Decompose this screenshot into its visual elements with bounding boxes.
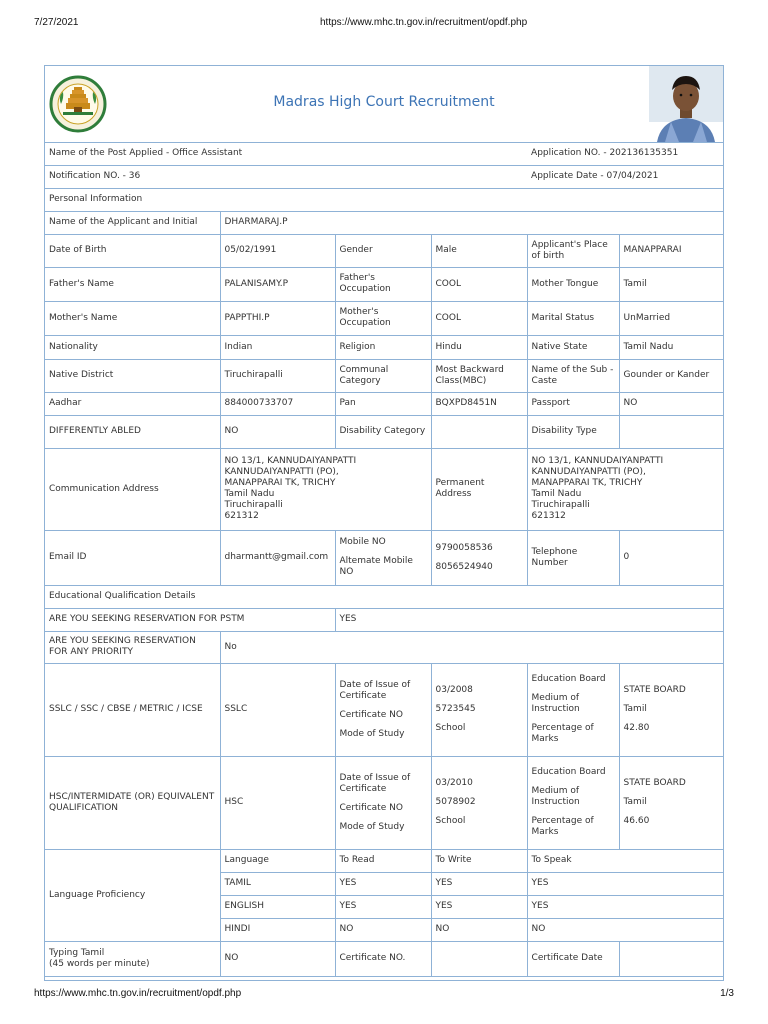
write-col-header: To Write [431, 849, 527, 872]
diff-abled-label: DIFFERENTLY ABLED [45, 415, 220, 448]
section-personal: Personal Information [45, 188, 724, 211]
typing-cert-no-label: Certificate NO. [335, 941, 431, 976]
name-label: Name of the Applicant and Initial [45, 211, 220, 234]
language-write: YES [431, 872, 527, 895]
page-number: 1/3 [720, 988, 734, 999]
typing-cert-date-value [619, 941, 724, 976]
typing-value: NO [220, 941, 335, 976]
applicate-date: Applicate Date - 07/04/2021 [527, 165, 724, 188]
form-table [45, 142, 724, 977]
typing-row [45, 941, 724, 976]
notification-row [45, 165, 724, 188]
subcaste-label: Name of the Sub - Caste [527, 359, 619, 392]
read-col-header: To Read [335, 849, 431, 872]
disability-cat-label: Disability Category [335, 415, 431, 448]
hsc-mode-value: School [435, 816, 466, 826]
priority-value: No [220, 631, 724, 663]
hsc-label: HSC/INTERMIDATE (OR) EQUIVALENT QUALIFICATION [45, 756, 220, 849]
footer-url: https://www.mhc.tn.gov.in/recruitment/opdf.php [34, 988, 242, 999]
language-name: ENGLISH [220, 895, 335, 918]
sslc-label: SSLC / SSC / CBSE / METRIC / ICSE [45, 663, 220, 756]
marital-label: Marital Status [527, 301, 619, 335]
language-write: YES [431, 895, 527, 918]
comm-addr-value: NO 13/1, KANNUDAIYANPATTI KANNUDAIYANPATTI (PO), MANAPPARAI TK, TRICHY Tamil Nadu Tiruchirapalli 621312 [220, 448, 431, 530]
hsc-marks-value: 46.60 [623, 816, 650, 826]
applicant-name: DHARMARAJ.P [220, 211, 724, 234]
hsc-board-value: STATE BOARD [623, 778, 686, 788]
nationality-label: Nationality [45, 335, 220, 359]
sslc-mode-label: Mode of Study [339, 728, 405, 739]
hsc-mode-label: Mode of Study [339, 821, 405, 832]
gender-label: Gender [335, 234, 431, 267]
sslc-marks-label: Percentage of Marks [531, 723, 594, 744]
print-header [34, 17, 734, 31]
communal-value: Most Backward Class(MBC) [431, 359, 527, 392]
native-state-value: Tamil Nadu [619, 335, 724, 359]
sslc-board-label: Education Board [531, 674, 606, 684]
section-education: Educational Qualification Details [45, 585, 724, 608]
mother-occ-label: Mother's Occupation [335, 301, 431, 335]
pstm-label: ARE YOU SEEKING RESERVATION FOR PSTM [45, 608, 335, 631]
mother-occ-value: COOL [431, 301, 527, 335]
sslc-board-value: STATE BOARD [623, 685, 686, 695]
notification-no: Notification NO. - 36 [45, 165, 527, 188]
language-speak: YES [527, 895, 724, 918]
gender-value: Male [431, 234, 527, 267]
telephone-value: 0 [619, 530, 724, 585]
typing-cert-date-label: Certificate Date [527, 941, 619, 976]
sslc-cert-value: 5723545 [435, 704, 476, 714]
passport-value: NO [619, 392, 724, 415]
aadhar-value: 884000733707 [220, 392, 335, 415]
hsc-marks-label: Percentage of Marks [531, 816, 594, 837]
nationality-value: Indian [220, 335, 335, 359]
sslc-mode-value: School [435, 723, 466, 733]
language-write: NO [431, 918, 527, 941]
hsc-medium-value: Tamil [623, 797, 647, 807]
hsc-row [45, 756, 724, 849]
father-value: PALANISAMY.P [220, 267, 335, 301]
hsc-cert-value: 5078902 [435, 797, 476, 807]
sslc-row [45, 663, 724, 756]
hsc-issue-value: 03/2010 [435, 778, 473, 788]
religion-label: Religion [335, 335, 431, 359]
print-url: https://www.mhc.tn.gov.in/recruitment/opdf.php [320, 17, 528, 28]
disability-type-value [619, 415, 724, 448]
aadhar-label: Aadhar [45, 392, 220, 415]
language-speak: NO [527, 918, 724, 941]
disability-cat-value [431, 415, 527, 448]
hsc-issue-label: Date of Issue of Certificate [339, 772, 411, 794]
pan-label: Pan [335, 392, 431, 415]
pob-label: Applicant's Place of birth [527, 234, 619, 267]
sslc-issue-value: 03/2008 [435, 685, 473, 695]
sslc-value: SSLC [220, 663, 335, 756]
print-footer [34, 988, 734, 1002]
communal-label: Communal Category [335, 359, 431, 392]
post-applied: Name of the Post Applied - Office Assistant [45, 142, 527, 165]
application-no: Application NO. - 202136135351 [527, 142, 724, 165]
dob-value: 05/02/1991 [220, 234, 335, 267]
marital-value: UnMarried [619, 301, 724, 335]
sslc-cert-label: Certificate NO [339, 709, 403, 720]
language-label: Language Proficiency [45, 849, 220, 941]
typing-cert-no-value [431, 941, 527, 976]
email-value: dharmantt@gmail.com [220, 530, 335, 585]
language-col-header: Language [220, 849, 335, 872]
father-occ-value: COOL [431, 267, 527, 301]
pan-value: BQXPD8451N [431, 392, 527, 415]
application-form [44, 65, 724, 981]
mother-value: PAPPTHI.P [220, 301, 335, 335]
hsc-cert-label: Certificate NO [339, 802, 403, 813]
father-label: Father's Name [45, 267, 220, 301]
language-read: NO [335, 918, 431, 941]
dob-label: Date of Birth [45, 234, 220, 267]
mobile-value: 9790058536 [435, 542, 493, 553]
language-header-row [45, 849, 724, 872]
print-date: 7/27/2021 [34, 17, 79, 28]
diff-abled-value: NO [220, 415, 335, 448]
subcaste-value: Gounder or Kander [619, 359, 724, 392]
sslc-marks-value: 42.80 [623, 723, 650, 733]
native-district-label: Native District [45, 359, 220, 392]
telephone-label: Telephone Number [527, 530, 619, 585]
form-header [45, 66, 723, 143]
alt-mobile-label: Altemate Mobile NO [339, 556, 413, 577]
hsc-medium-label: Medium of Instruction [531, 786, 580, 807]
perm-addr-label: Permanent Address [431, 448, 527, 530]
hsc-value: HSC [220, 756, 335, 849]
sslc-issue-label: Date of Issue of Certificate [339, 679, 411, 701]
tongue-value: Tamil [619, 267, 724, 301]
pstm-value: YES [335, 608, 724, 631]
native-state-label: Native State [527, 335, 619, 359]
native-district-value: Tiruchirapalli [220, 359, 335, 392]
applicant-photo [649, 66, 723, 142]
mother-label: Mother's Name [45, 301, 220, 335]
language-read: YES [335, 895, 431, 918]
alt-mobile-value: 8056524940 [435, 561, 493, 572]
perm-addr-value: NO 13/1, KANNUDAIYANPATTI KANNUDAIYANPATTI (PO), MANAPPARAI TK, TRICHY Tamil Nadu Tiruchirapalli 621312 [527, 448, 724, 530]
passport-label: Passport [527, 392, 619, 415]
father-occ-label: Father's Occupation [335, 267, 431, 301]
language-name: TAMIL [220, 872, 335, 895]
post-row [45, 142, 724, 165]
language-name: HINDI [220, 918, 335, 941]
speak-col-header: To Speak [527, 849, 724, 872]
comm-addr-label: Communication Address [45, 448, 220, 530]
email-label: Email ID [45, 530, 220, 585]
disability-type-label: Disability Type [527, 415, 619, 448]
typing-label: Typing Tamil (45 words per minute) [45, 941, 220, 976]
religion-value: Hindu [431, 335, 527, 359]
language-read: YES [335, 872, 431, 895]
sslc-medium-label: Medium of Instruction [531, 693, 580, 714]
mobile-label: Mobile NO [339, 537, 386, 547]
language-speak: YES [527, 872, 724, 895]
priority-label: ARE YOU SEEKING RESERVATION FOR ANY PRIORITY [45, 631, 220, 663]
sslc-medium-value: Tamil [623, 704, 647, 714]
hsc-board-label: Education Board [531, 767, 606, 777]
tongue-label: Mother Tongue [527, 267, 619, 301]
form-title: Madras High Court Recruitment [273, 94, 495, 110]
pob-value: MANAPPARAI [619, 234, 724, 267]
